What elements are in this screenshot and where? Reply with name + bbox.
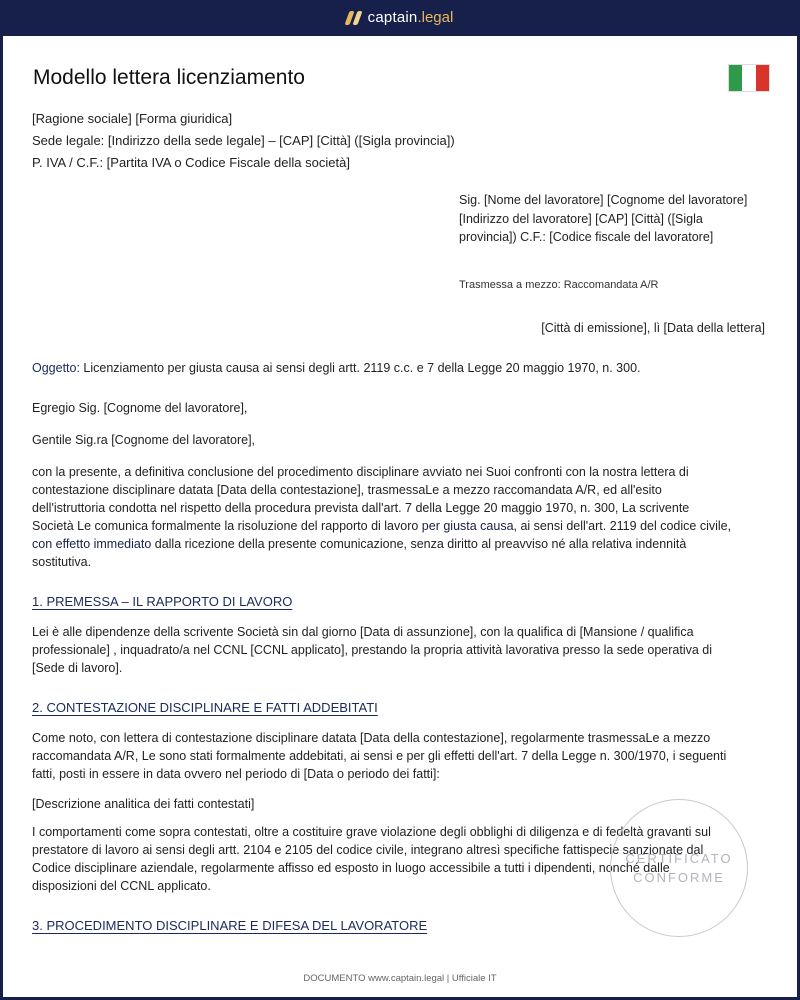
- captain-logo-icon: [344, 11, 362, 25]
- sender-block: [32, 108, 455, 174]
- subject-text: Licenziamento per giusta causa ai sensi degli artt. 2119 c.c. e 7 della Legge 20 maggio 1970, n. 300.: [79, 361, 641, 375]
- delivery-method: Trasmessa a mezzo: Raccomandata A/R: [459, 279, 659, 291]
- sender-line: P. IVA / C.F.: [Partita IVA o Codice Fiscale della società]: [32, 155, 350, 170]
- subject-line: [32, 361, 641, 375]
- sender-line: [Ragione sociale] [Forma giuridica]: [32, 111, 233, 126]
- section-2-paragraph: Come noto, con lettera di contestazione disciplinare datata [Data della contestazione], regolarmente trasmessaLe a mezzo raccomandata A/R, Le sono stati formalmente addebitati, ai sensi e per gli effetti dell'art. 7 della Legge n. 300/1970, i seguenti fatti, posti in essere in data ovvero nel periodo di [Data o periodo dei fatti]:: [32, 731, 727, 781]
- section-2-facts: [Descrizione analitica dei fatti contestati]: [32, 797, 255, 811]
- stamp-line: CONFORME: [633, 870, 725, 885]
- sender-line: Sede legale: [Indirizzo della sede legale] – [CAP] [Città] ([Sigla provincia]): [32, 133, 455, 148]
- intro-text: , ai sensi dell'art. 2119 del codice civile,: [513, 519, 732, 533]
- subject-label: Oggetto:: [32, 361, 80, 375]
- section-2-paragraph: I comportamenti come sopra contestati, oltre a costituire grave violazione degli obblighi di diligenza e di fedeltà gravanti sul prestatore di lavoro ai sensi degli artt. 2104 e 2105 del codice civile, integrano altresì specifiche fattispecie sanzionate dal Codice disciplinare aziendale, regolarmente affisso ed esposto in luogo accessibile a tutti i dipendenti, nonché dalle disposizioni del CCNL applicato.: [32, 825, 711, 893]
- brand-tld: .legal: [417, 9, 454, 26]
- top-bar: [0, 0, 800, 36]
- certified-stamp: [610, 799, 748, 937]
- greeting-male: Egregio Sig. [Cognome del lavoratore],: [32, 401, 248, 415]
- section-1-title: 1. PREMESSA – IL RAPPORTO DI LAVORO: [32, 594, 293, 609]
- brand-name: captain: [367, 9, 418, 26]
- intro-text: con la presente, a definitiva conclusione del procedimento disciplinare avviato nei Suoi confronti con la nostra lettera di contestazione disciplinare datata [Data della contestazione], trasmessaLe a mezzo raccomandata A/R, ed all'esito dell'istruttoria condotta nel rispetto della procedura prevista dall'art. 7 della Legge 20 maggio 1970, n. 300, La scrivente Società Le comunica formalmente la risoluzione del rapporto di lavoro: [32, 465, 690, 533]
- section-3-title: 3. PROCEDIMENTO DISCIPLINARE E DIFESA DEL LAVORATORE: [32, 918, 428, 933]
- recipient-block: Sig. [Nome del lavoratore] [Cognome del lavoratore] [Indirizzo del lavoratore] [CAP] [Città] ([Sigla provincia]) C.F.: [Codice fiscale del lavoratore]: [459, 193, 748, 244]
- document-page: [3, 36, 797, 997]
- section-1-paragraph: Lei è alle dipendenze della scrivente Società sin dal giorno [Data di assunzione], con la qualifica di [Mansione / qualifica professionale] , inquadrato/a nel CCNL [CCNL applicato], prestando la propria attività lavorativa presso la sede operativa di [Sede di lavoro].: [32, 625, 713, 675]
- greeting-female: Gentile Sig.ra [Cognome del lavoratore],: [32, 433, 256, 447]
- brand-logo[interactable]: [347, 9, 454, 27]
- intro-highlight: per giusta causa: [421, 519, 514, 533]
- italy-flag-icon: [728, 64, 770, 92]
- place-date: [Città di emissione], lì [Data della lettera]: [541, 321, 765, 335]
- document-title: Modello lettera licenziamento: [33, 66, 305, 89]
- page-footer: DOCUMENTO www.captain.legal | Ufficiale IT: [303, 973, 497, 984]
- intro-paragraph: [32, 463, 732, 571]
- stamp-line: CERTIFICATO: [625, 851, 733, 866]
- intro-text: dalla ricezione della presente comunicazione, senza diritto al preavviso né alla relativa indennità sostitutiva.: [32, 537, 687, 569]
- section-2-title: 2. CONTESTAZIONE DISCIPLINARE E FATTI ADDEBITATI: [32, 700, 378, 715]
- intro-highlight: con effetto immediato: [32, 537, 152, 551]
